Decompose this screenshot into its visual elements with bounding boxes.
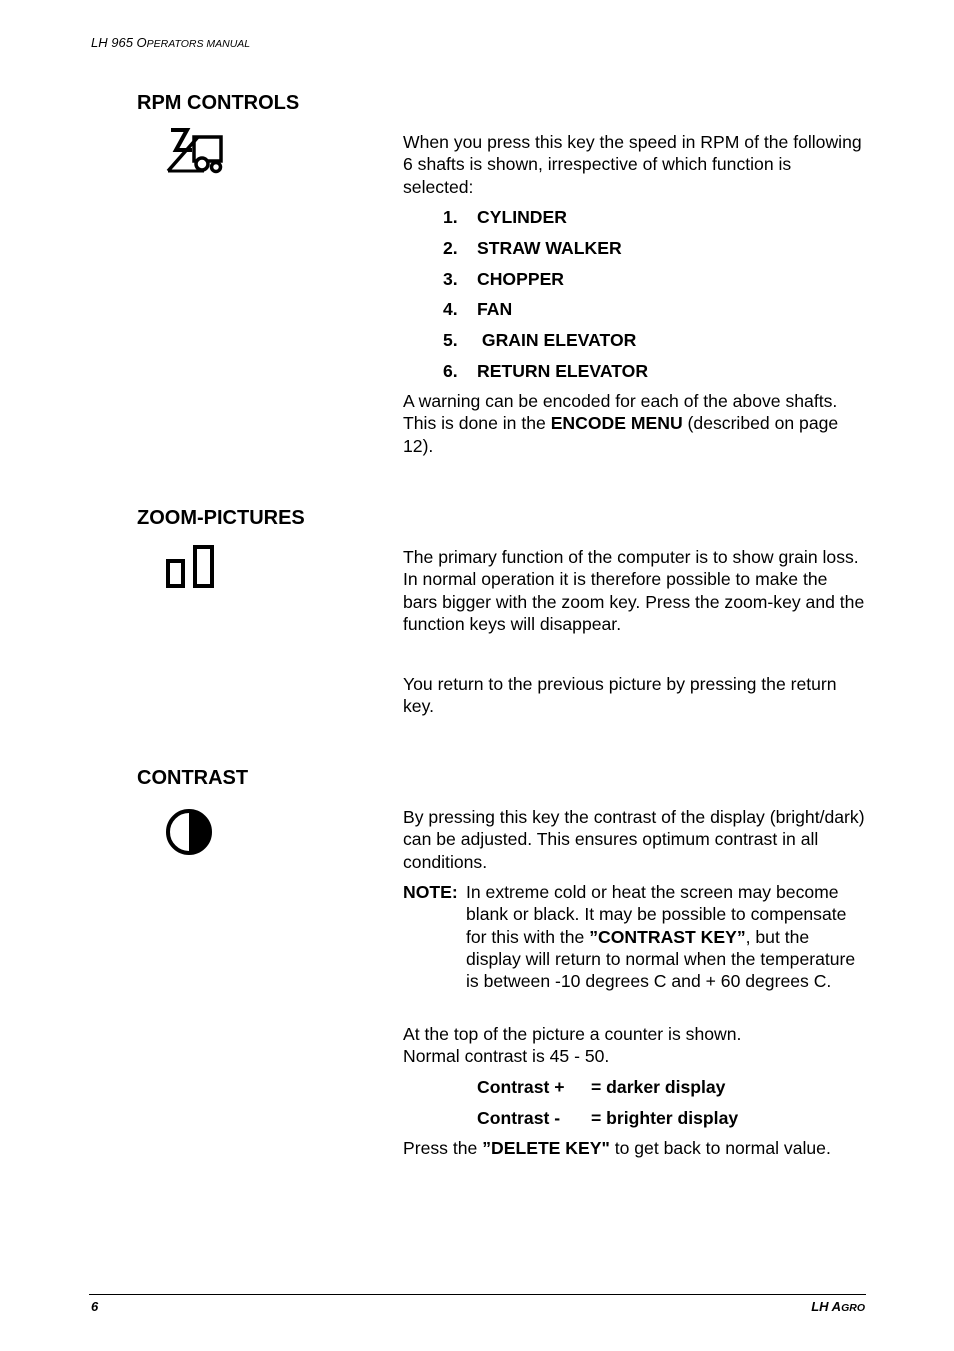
- list-item: 3. CHOPPER: [443, 268, 565, 289]
- contrast-table: [477, 1076, 738, 1138]
- list-item: 6. RETURN ELEVATOR: [443, 360, 649, 381]
- list-item: 1. CYLINDER: [443, 207, 567, 227]
- page-number: 6: [91, 1299, 99, 1314]
- contrast-intro: By pressing this key the contrast of the display (bright/dark) can be adjusted. This ensures optimum contrast in all conditions.: [403, 807, 865, 872]
- rpm-intro: When you press this key the speed in RPM of the following 6 shafts is shown, irrespective of which function is selected:: [403, 132, 862, 197]
- list-item: 5. GRAIN ELEVATOR: [443, 330, 637, 351]
- contrast-row: Contrast + = darker display: [477, 1077, 726, 1097]
- note-label: NOTE:: [403, 882, 458, 902]
- section-title-rpm-controls: RPM CONTROLS: [137, 92, 300, 114]
- list-item: 4. FAN: [443, 299, 513, 320]
- zoom-bars-icon: [164, 544, 218, 590]
- harvester-icon: [164, 127, 226, 175]
- contrast-icon: [164, 807, 216, 857]
- footer-rule: [89, 1294, 866, 1295]
- list-item: 2. STRAW WALKER: [443, 237, 622, 258]
- section-title-contrast: CONTRAST: [137, 767, 249, 789]
- shaft-list: [443, 206, 648, 391]
- running-header: LH 965 OPERATORS MANUAL: [91, 35, 251, 50]
- section-title-zoom-pictures: ZOOM-PICTURES: [137, 507, 305, 529]
- zoom-text-2: You return to the previous picture by pressing the return key.: [403, 674, 837, 717]
- contrast-row: Contrast - = brighter display: [477, 1108, 739, 1128]
- contrast-counter-text: At the top of the picture a counter is shown. Normal contrast is 45 - 50.: [403, 1024, 742, 1067]
- contrast-delete-text: Press the ”DELETE KEY" to get back to normal value.: [403, 1138, 831, 1158]
- contrast-note: NOTE: In extreme cold or heat the screen may become blank or black. It may be possible to compensate for this with the ”CONTRAST KEY”, but the display will return to normal when the temperature is between -10 degrees C and + 60 degrees C.: [403, 882, 856, 992]
- zoom-text-1: The primary function of the computer is to show grain loss. In normal operation it is therefore possible to make the bars bigger with the zoom key. Press the zoom-key and the function keys will disappear.: [403, 547, 865, 634]
- rpm-warning-text: A warning can be encoded for each of the above shafts. This is done in the ENCODE MENU (described on page 12).: [403, 391, 839, 456]
- footer-brand: LH AGRO: [811, 1299, 865, 1314]
